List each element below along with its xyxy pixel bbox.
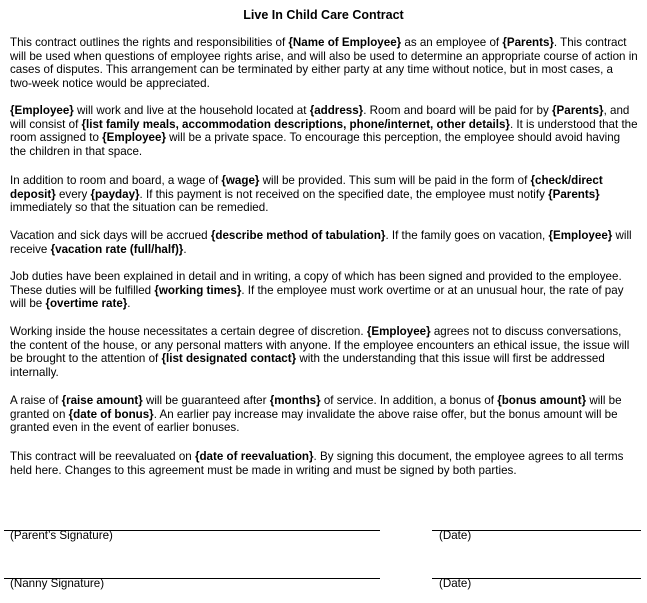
- placeholder-field: {list family meals, accommodation descriptions, phone/internet, other details}: [81, 117, 510, 131]
- placeholder-field: {address}: [309, 104, 364, 117]
- paragraph-text: as an employee of: [401, 36, 503, 49]
- paragraph-reevaluation: [10, 450, 638, 477]
- paragraph-text: will receive: [10, 229, 632, 256]
- placeholder-field: {date of reevaluation}: [194, 450, 314, 463]
- paragraph-text: will work and live at the household located at: [73, 104, 310, 117]
- nanny-date-label: (Date): [439, 577, 472, 590]
- placeholder-field: {Name of Employee}: [288, 36, 402, 49]
- paragraph-wage: [10, 174, 638, 215]
- placeholder-field: {wage}: [221, 174, 260, 187]
- parent-date-label: (Date): [439, 529, 472, 542]
- paragraph-text: .: [183, 242, 187, 256]
- placeholder-field: {Employee}: [10, 104, 74, 117]
- paragraph-text: A raise of: [10, 394, 62, 407]
- placeholder-field: {payday}: [90, 187, 140, 201]
- paragraph-text: , and will consist of: [10, 104, 630, 131]
- paragraph-text: Vacation and sick days will be accrued: [10, 229, 211, 242]
- placeholder-field: {raise amount}: [61, 394, 143, 407]
- paragraph-discretion: [10, 325, 638, 379]
- placeholder-field: {overtime rate}: [45, 297, 128, 311]
- paragraph-text: agrees not to discuss conversations, the content of the house, or any personal matters with anyone. If the employee encounters an ethical issue, the issue will be brought to the attention of: [10, 325, 630, 366]
- placeholder-field: {Employee}: [102, 131, 166, 145]
- paragraph-text: . If this payment is not received on the specified date, the employee must notify: [139, 187, 549, 201]
- paragraph-text: . If the employee must work overtime or at an unusual hour, the rate of pay will be: [10, 283, 624, 311]
- placeholder-field: {check/direct deposit}: [10, 174, 603, 201]
- paragraph-intro: [10, 36, 638, 90]
- placeholder-field: {describe method of tabulation}: [210, 229, 386, 242]
- placeholder-field: {Employee}: [366, 325, 431, 338]
- paragraph-text: This contract will be reevaluated on: [10, 450, 195, 463]
- placeholder-field: {Parents}: [552, 104, 604, 117]
- placeholder-field: {Employee}: [548, 229, 613, 242]
- paragraph-vacation: [10, 229, 638, 256]
- paragraph-job-duties: [10, 270, 638, 311]
- paragraph-text: . Room and board will be paid for by: [363, 104, 553, 117]
- paragraph-text: immediately so that the situation can be remedied.: [10, 201, 269, 215]
- placeholder-field: {vacation rate (full/half)}: [50, 242, 184, 256]
- paragraph-text: . By signing this document, the employee agrees to all terms held here. Changes to this agreement must be made in writing and must be signed by both parties.: [10, 450, 624, 477]
- placeholder-field: {Parents}: [502, 36, 554, 49]
- paragraph-room-board: [10, 104, 638, 158]
- paragraph-text: This contract outlines the rights and responsibilities of: [10, 36, 289, 49]
- placeholder-field: {Parents}: [548, 187, 600, 201]
- paragraph-text: Job duties have been explained in detail and in writing, a copy of which has been signed and provided to the employee. These duties will be fulfilled: [10, 270, 622, 297]
- paragraph-text: will be a private space. To encourage this perception, the employee should avoid having the children in that space.: [10, 131, 621, 158]
- paragraph-text: .: [127, 297, 131, 311]
- paragraph-text: will be provided. This sum will be paid in the form of: [259, 174, 531, 187]
- paragraph-text: . An earlier pay increase may invalidate the above raise offer, but the bonus amount will be granted even in the event of earlier bonuses.: [10, 407, 618, 435]
- paragraph-text: Working inside the house necessitates a certain degree of discretion.: [10, 325, 367, 338]
- paragraph-text: with the understanding that this issue will first be addressed internally.: [10, 352, 605, 379]
- paragraph-text: of service. In addition, a bonus of: [320, 394, 498, 407]
- paragraph-raise: [10, 394, 638, 435]
- nanny-signature-label: (Nanny Signature): [10, 577, 105, 590]
- placeholder-field: {list designated contact}: [161, 352, 297, 366]
- parent-signature-label: (Parent’s Signature): [10, 529, 113, 542]
- paragraph-text: . It is understood that the room assigned to: [10, 117, 638, 145]
- placeholder-field: {date of bonus}: [68, 407, 154, 421]
- paragraph-text: . If the family goes on vacation,: [385, 229, 549, 242]
- document-title: Live In Child Care Contract: [243, 8, 404, 22]
- placeholder-field: {working times}: [154, 283, 242, 297]
- paragraph-text: . This contract will be used when questions of employee rights arise, and will also be used to determine an appropriate course of action in cases of disputes. This arrangement can be terminated by either party at any time without notice, but in most cases, a two-week notice would be appreciated.: [10, 36, 638, 90]
- paragraph-text: In addition to room and board, a wage of: [10, 174, 222, 187]
- placeholder-field: {months}: [269, 394, 321, 407]
- paragraph-text: every: [55, 187, 91, 201]
- placeholder-field: {bonus amount}: [497, 394, 587, 407]
- paragraph-text: will be granted on: [10, 394, 622, 421]
- paragraph-text: will be guaranteed after: [142, 394, 270, 407]
